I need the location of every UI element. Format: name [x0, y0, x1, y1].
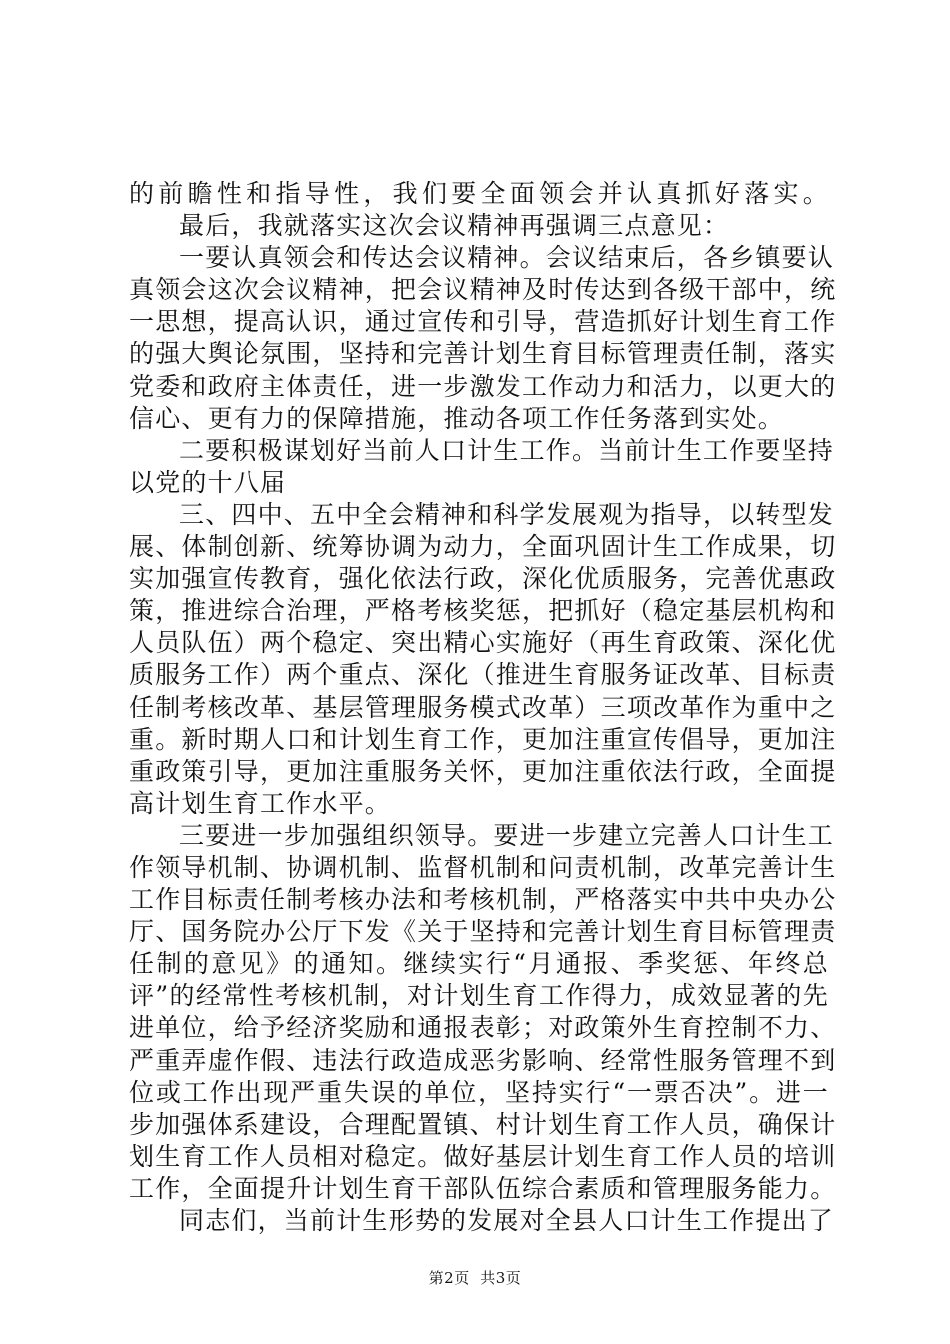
text-line: 重。新时期人口和计划生育工作，更加注重宣传倡导，更加注 — [129, 724, 837, 754]
document-body — [129, 178, 837, 1237]
page-total: 共3页 — [480, 1269, 522, 1287]
text-line: 实加强宣传教育，强化依法行政，深化优质服务，完善优惠政 — [129, 564, 837, 594]
text-line: 一要认真领会和传达会议精神。会议结束后，各乡镇要认 — [179, 243, 835, 273]
page-footer — [0, 1267, 950, 1288]
text-line: 的强大舆论氛围，坚持和完善计划生育目标管理责任制，落实 — [129, 339, 837, 369]
text-line: 质服务工作）两个重点、深化（推进生育服务证改革、目标责 — [129, 660, 837, 690]
text-line: 一思想，提高认识，通过宣传和引导，营造抓好计划生育工作 — [129, 307, 837, 337]
text-line: 划生育工作人员相对稳定。做好基层计划生育工作人员的培训 — [129, 1141, 837, 1171]
text-line: 最后，我就落实这次会议精神再强调三点意见： — [179, 211, 730, 241]
text-line: 评”的经常性考核机制，对计划生育工作得力，成效显著的先 — [129, 981, 829, 1011]
text-line: 二要积极谋划好当前人口计生工作。当前计生工作要坚持 — [179, 435, 835, 465]
text-line: 党委和政府主体责任，进一步激发工作动力和活力，以更大的 — [129, 371, 837, 401]
text-line: 三要进一步加强组织领导。要进一步建立完善人口计生工 — [179, 820, 835, 850]
text-line: 严重弄虚作假、违法行政造成恶劣影响、经常性服务管理不到 — [129, 1045, 837, 1075]
text-line: 任制考核改革、基层管理服务模式改革）三项改革作为重中之 — [129, 692, 837, 722]
text-line: 以党的十八届 — [129, 467, 287, 497]
text-line: 步加强体系建设，合理配置镇、村计划生育工作人员，确保计 — [129, 1109, 837, 1139]
text-line: 工作目标责任制考核办法和考核机制，严格落实中共中央办公 — [129, 885, 837, 915]
text-line: 三、四中、五中全会精神和科学发展观为指导，以转型发 — [179, 499, 835, 529]
page-number: 第2页 — [428, 1269, 470, 1287]
text-line: 真领会这次会议精神，把会议精神及时传达到各级干部中，统 — [129, 275, 837, 305]
text-line: 厅、国务院办公厅下发《关于坚持和完善计划生育目标管理责 — [129, 917, 837, 947]
text-line: 工作，全面提升计划生育干部队伍综合素质和管理服务能力。 — [129, 1173, 837, 1203]
text-line: 任制的意见》的通知。继续实行“月通报、季奖惩、年终总 — [129, 949, 829, 979]
text-line: 进单位，给予经济奖励和通报表彰；对政策外生育控制不力、 — [129, 1013, 837, 1043]
text-line: 展、体制创新、统筹协调为动力，全面巩固计生工作成果，切 — [129, 532, 837, 562]
text-line: 重政策引导，更加注重服务关怀，更加注重依法行政，全面提 — [129, 756, 837, 786]
text-line: 作领导机制、协调机制、监督机制和问责机制，改革完善计生 — [129, 852, 837, 882]
text-line: 人员队伍）两个稳定、突出精心实施好（再生育政策、深化优 — [129, 628, 837, 658]
text-line: 的前瞻性和指导性，我们要全面领会并认真抓好落实。 — [129, 179, 829, 208]
text-line: 策，推进综合治理，严格考核奖惩，把抓好（稳定基层机构和 — [129, 596, 837, 626]
text-line: 信心、更有力的保障措施，推动各项工作任务落到实处。 — [129, 403, 785, 433]
text-line: 高计划生育工作水平。 — [129, 788, 392, 818]
text-line: 同志们，当前计生形势的发展对全县人口计生工作提出了 — [179, 1206, 835, 1235]
text-line: 位或工作出现严重失误的单位，坚持实行“一票否决”。进一 — [129, 1077, 829, 1107]
